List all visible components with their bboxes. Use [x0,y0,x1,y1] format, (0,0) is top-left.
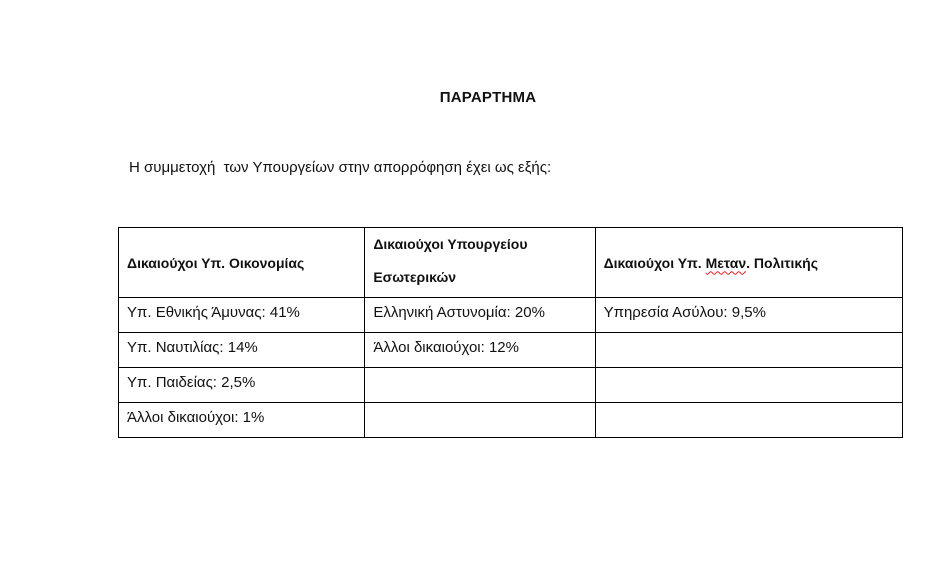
table-cell [595,333,902,368]
intro-paragraph: Η συμμετοχή των Υπουργείων στην απορρόφηση έχει ως εξής: [129,159,552,176]
header-economy: Δικαιούχοι Υπ. Οικονομίας [119,228,365,298]
table-cell [365,368,595,403]
table-cell: Άλλοι δικαιούχοι: 1% [119,403,365,438]
table-cell [595,368,902,403]
table-cell: Υπηρεσία Ασύλου: 9,5% [595,298,902,333]
table-row [119,333,903,368]
header-migration-prefix: Δικαιούχοι Υπ. [603,254,706,271]
table-cell: Υπ. Εθνικής Άμυνας: 41% [119,298,365,333]
header-interior-line1: Δικαιούχοι Υπουργείου [373,236,528,252]
table-cell: Ελληνική Αστυνομία: 20% [365,298,595,333]
table-cell [365,403,595,438]
header-interior [365,228,595,298]
table-row [119,403,903,438]
document-title: ΠΑΡΑΡΤΗΜΑ [439,89,537,106]
table-row [119,298,903,333]
header-interior-line2: Εσωτερικών [373,269,457,285]
table-cell [595,403,902,438]
table-cell: Υπ. Ναυτιλίας: 14% [119,333,365,368]
table-cell: Υπ. Παιδείας: 2,5% [119,368,365,403]
allocation-table [118,227,903,438]
header-migration-suffix: . Πολιτικής [746,254,819,271]
header-migration [595,228,902,298]
table-cell: Άλλοι δικαιούχοι: 12% [365,333,595,368]
table-header-row [119,228,903,298]
header-migration-flagged-word: Μεταν [705,254,747,271]
table-row [119,368,903,403]
